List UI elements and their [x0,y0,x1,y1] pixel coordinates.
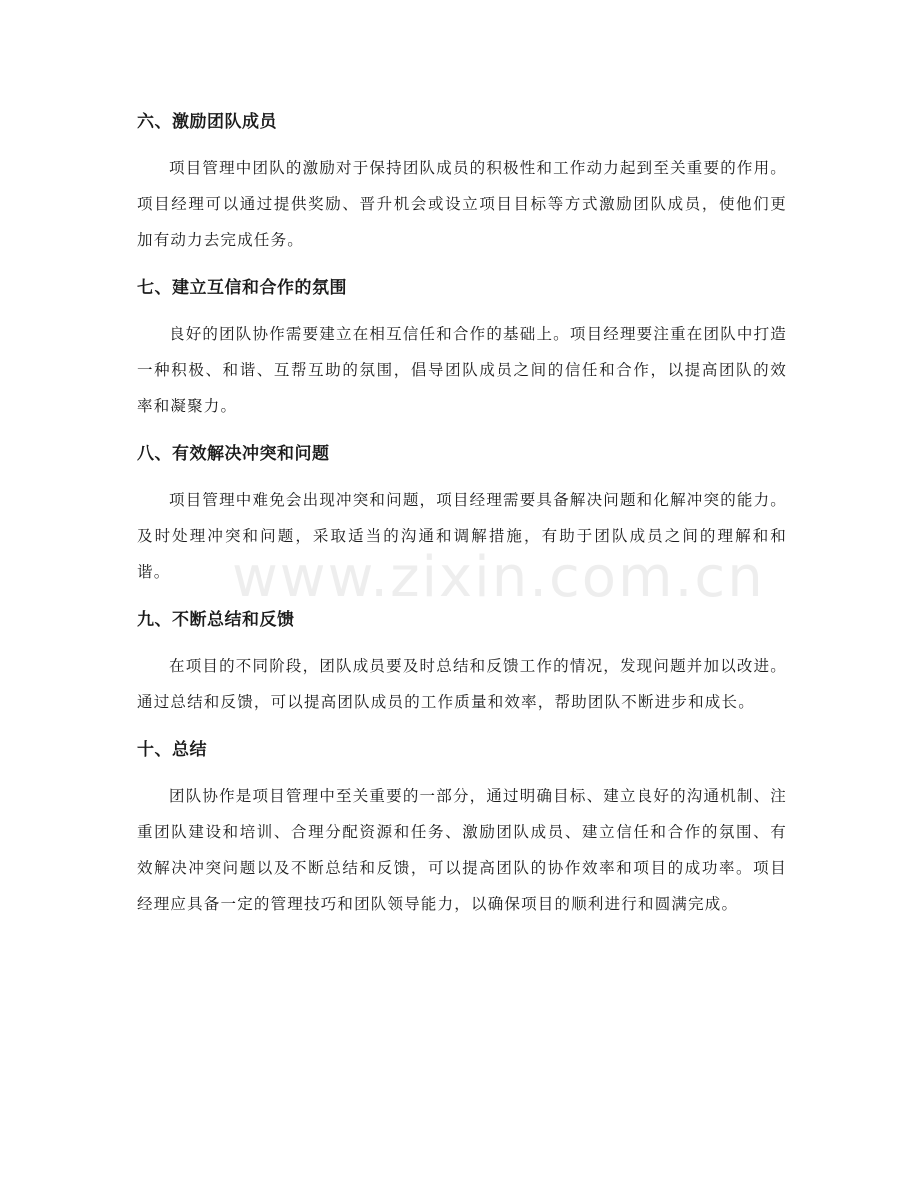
watermark: www.zixin.com.cn [232,545,765,610]
section-heading: 七、建立互信和合作的氛围 [137,278,347,298]
section-heading: 八、有效解决冲突和问题 [137,444,330,464]
section-7 [137,270,787,424]
section-heading: 六、激励团队成员 [137,112,277,132]
section-heading: 十、总结 [137,740,207,760]
section-6 [137,104,787,258]
section-10 [137,732,787,922]
section-paragraph: 项目管理中难免会出现冲突和问题，项目经理需要具备解决问题和化解冲突的能力。及时处理冲突和问题，采取适当的沟通和调解措施，有助于团队成员之间的理解和和谐。 [137,491,787,581]
section-paragraph: 项目管理中团队的激励对于保持团队成员的积极性和工作动力起到至关重要的作用。项目经理可以通过提供奖励、晋升机会或设立项目目标等方式激励团队成员，使他们更加有动力去完成任务。 [137,159,787,249]
section-9 [137,602,787,720]
section-heading: 九、不断总结和反馈 [137,610,295,630]
document-body [137,104,787,934]
section-paragraph: 在项目的不同阶段，团队成员要及时总结和反馈工作的情况，发现问题并加以改进。通过总结和反馈，可以提高团队成员的工作质量和效率，帮助团队不断进步和成长。 [137,657,787,711]
section-paragraph: 团队协作是项目管理中至关重要的一部分，通过明确目标、建立良好的沟通机制、注重团队建设和培训、合理分配资源和任务、激励团队成员、建立信任和合作的氛围、有效解决冲突问题以及不断总结和反馈，可以提高团队的协作效率和项目的成功率。项目经理应具备一定的管理技巧和团队领导能力，以确保项目的顺利进行和圆满完成。 [137,787,787,913]
section-8 [137,436,787,590]
section-paragraph: 良好的团队协作需要建立在相互信任和合作的基础上。项目经理要注重在团队中打造一种积极、和谐、互帮互助的氛围，倡导团队成员之间的信任和合作，以提高团队的效率和凝聚力。 [137,325,787,415]
